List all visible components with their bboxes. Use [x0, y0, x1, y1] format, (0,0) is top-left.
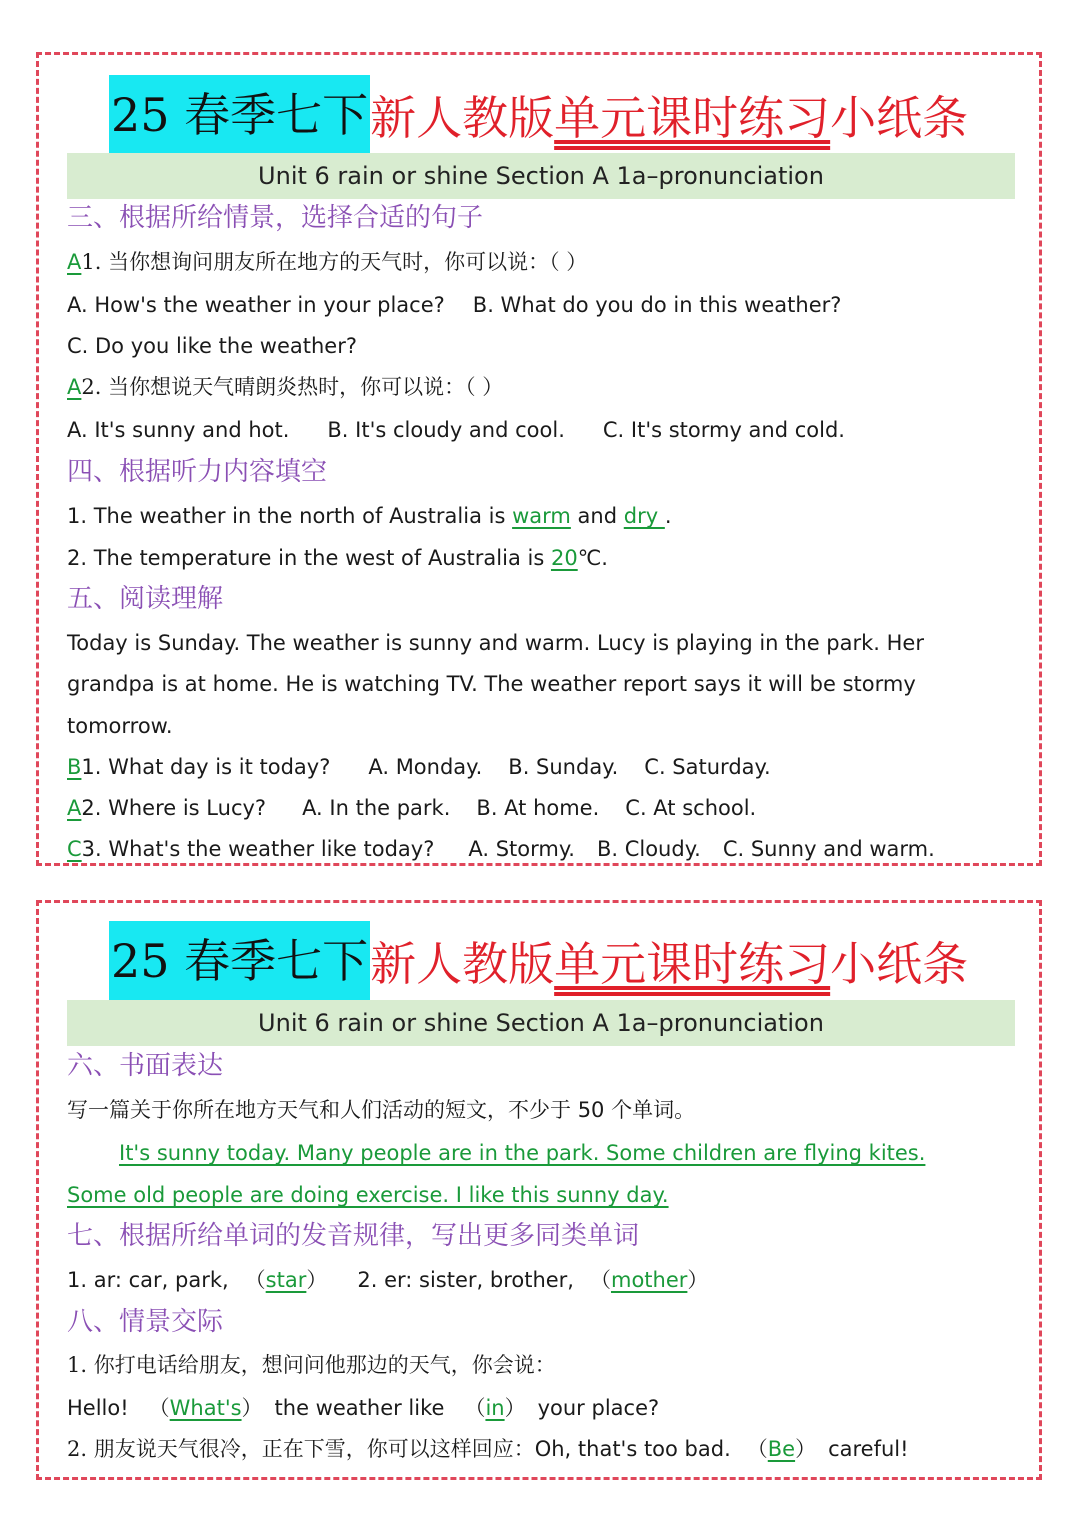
- sentence-text: 1. The weather in the north of Australia is: [67, 504, 506, 528]
- option-b: B. What do you do in this weather?: [472, 293, 842, 317]
- question-text: 3. What's the weather like today?: [81, 837, 435, 861]
- question-1: [67, 247, 587, 277]
- sentence-text: careful!: [828, 1437, 909, 1461]
- answer: mother: [610, 1268, 688, 1292]
- paren: （: [589, 1268, 611, 1292]
- question-1-options-ab: [67, 290, 841, 320]
- unit-subtitle: Unit 6 rain or shine Section A 1a–pronunciation: [67, 153, 1015, 199]
- question-text: 2. 当你想说天气晴朗炎热时，你可以说：（ ）: [81, 375, 504, 399]
- paren: ）: [795, 1437, 817, 1461]
- answer: star: [265, 1268, 307, 1292]
- paren: ）: [504, 1396, 526, 1420]
- sentence-text: and: [577, 504, 618, 528]
- situation-1: 1. 你打电话给朋友，想问问他那边的天气，你会说：: [67, 1353, 556, 1377]
- card-title: [109, 921, 968, 1001]
- title-part-c: 小纸条: [830, 91, 969, 145]
- answer: A: [67, 796, 82, 820]
- writing-answer-line-1: It's sunny today. Many people are in the park. Some children are flying kites.: [119, 1141, 926, 1165]
- paren: （: [244, 1268, 266, 1292]
- unit-subtitle: Unit 6 rain or shine Section A 1a–pronunciation: [67, 1000, 1015, 1046]
- title-part-b: 单元课时练习: [554, 91, 831, 145]
- answer: What's: [169, 1396, 242, 1420]
- reading-question-1: [67, 752, 771, 782]
- section-4-heading: 四、根据听力内容填空: [67, 457, 328, 487]
- question-1-option-c: C. Do you like the weather?: [67, 334, 357, 358]
- title-highlight: 25 春季七下: [109, 75, 370, 155]
- writing-prompt: [67, 1095, 695, 1125]
- reading-question-3: [67, 834, 935, 864]
- answer: Be: [767, 1437, 796, 1461]
- sentence-text: Oh, that's too bad.: [534, 1437, 731, 1461]
- sentence-text: .: [664, 504, 672, 528]
- option-a: A. Stormy.: [468, 837, 575, 861]
- passage-line-1: Today is Sunday. The weather is sunny and warm. Lucy is playing in the park. Her: [67, 631, 924, 655]
- section-3-heading: 三、根据所给情景，选择合适的句子: [67, 203, 484, 233]
- pronunciation-row: [67, 1265, 708, 1295]
- section-8-heading: 八、情景交际: [67, 1307, 224, 1337]
- passage-line-3: tomorrow.: [67, 714, 173, 738]
- answer: warm: [512, 504, 571, 528]
- situation-text: 2. 朋友说天气很冷，正在下雪，你可以这样回应：: [67, 1437, 535, 1461]
- question-text: 1. 当你想询问朋友所在地方的天气时，你可以说：（ ）: [81, 250, 588, 274]
- situation-1-answer: [67, 1393, 659, 1423]
- option-b: B. Cloudy.: [596, 837, 701, 861]
- exercise-card-1: [36, 52, 1042, 866]
- prompt-text: 写一篇关于你所在地方天气和人们活动的短文，不少于: [67, 1098, 571, 1122]
- option-c: C. At school.: [625, 796, 757, 820]
- option-b: B. At home.: [476, 796, 600, 820]
- option-b: B. Sunday.: [508, 755, 619, 779]
- sentence-text: your place?: [537, 1396, 660, 1420]
- option-a: A. How's the weather in your place?: [67, 293, 445, 317]
- paren: ）: [241, 1396, 263, 1420]
- section-7-heading: 七、根据所给单词的发音规律，写出更多同类单词: [67, 1221, 640, 1251]
- prompt-text: 个单词。: [611, 1098, 696, 1122]
- listening-2: [67, 543, 608, 573]
- option-c: C. It's stormy and cold.: [602, 418, 845, 442]
- answer: B: [67, 755, 82, 779]
- paren: ）: [687, 1268, 709, 1292]
- pattern-1: 1. ar: car, park,: [67, 1268, 229, 1292]
- option-c: C. Saturday.: [644, 755, 771, 779]
- question-2: [67, 372, 503, 402]
- title-part-a: 新人教版: [370, 937, 555, 991]
- listening-1: [67, 501, 672, 531]
- sentence-text: ℃.: [577, 546, 608, 570]
- option-a: A. It's sunny and hot.: [67, 418, 290, 442]
- sentence-text: the weather like: [274, 1396, 445, 1420]
- answer: 20: [550, 546, 578, 570]
- title-part-b: 单元课时练习: [554, 937, 831, 991]
- pattern-2: 2. er: sister, brother,: [357, 1268, 574, 1292]
- card-title: [109, 75, 968, 155]
- option-b: B. It's cloudy and cool.: [327, 418, 565, 442]
- passage-line-2: grandpa is at home. He is watching TV. The weather report says it will be stormy: [67, 672, 916, 696]
- option-c: C. Sunny and warm.: [722, 837, 935, 861]
- title-part-c: 小纸条: [830, 937, 969, 991]
- reading-question-2: [67, 793, 756, 823]
- answer: in: [485, 1396, 505, 1420]
- section-6-heading: 六、书面表达: [67, 1051, 224, 1081]
- paren: （: [746, 1437, 768, 1461]
- paren: ）: [306, 1268, 328, 1292]
- answer: A: [67, 250, 82, 274]
- exercise-card-2: [36, 900, 1042, 1480]
- question-text: 2. Where is Lucy?: [81, 796, 267, 820]
- sentence-text: 2. The temperature in the west of Australia is: [67, 546, 545, 570]
- answer: dry: [623, 504, 665, 528]
- section-5-heading: 五、阅读理解: [67, 584, 224, 614]
- writing-answer-line-2: Some old people are doing exercise. I like this sunny day.: [67, 1183, 669, 1207]
- paren: （: [148, 1396, 170, 1420]
- title-highlight: 25 春季七下: [109, 921, 370, 1001]
- answer: A: [67, 375, 82, 399]
- title-part-a: 新人教版: [370, 91, 555, 145]
- situation-2: [67, 1434, 909, 1464]
- question-text: 1. What day is it today?: [81, 755, 331, 779]
- option-a: A. Monday.: [368, 755, 483, 779]
- sentence-text: Hello!: [67, 1396, 129, 1420]
- word-count: 50: [577, 1098, 605, 1122]
- answer: C: [67, 837, 82, 861]
- option-a: A. In the park.: [302, 796, 451, 820]
- question-2-options: [67, 415, 845, 445]
- paren: （: [464, 1396, 486, 1420]
